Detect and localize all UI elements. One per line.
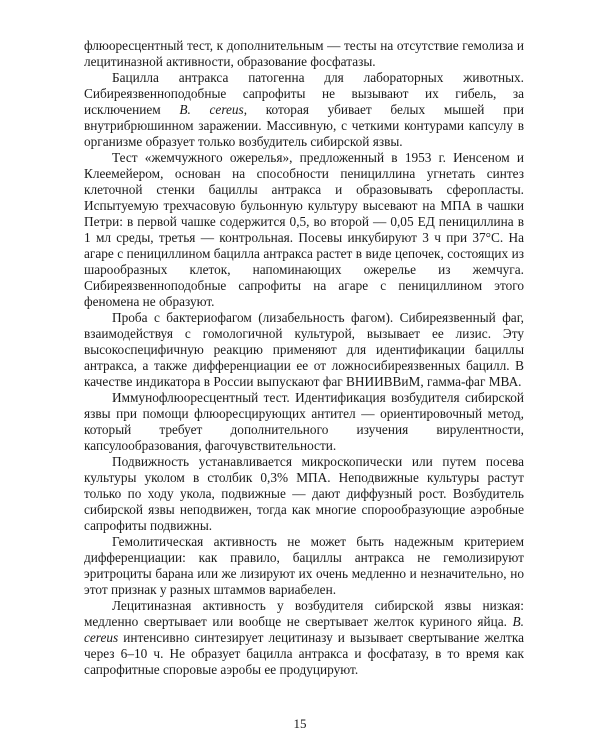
page-number: 15 <box>293 716 307 731</box>
body-text <box>84 38 524 678</box>
text-run: интенсивно синтезирует лецитиназу и вызывает свертывание желтка через 6–10 ч. Не образует бацилла антракса и фосфатазу, в то время как сапрофитные споровые аэробы ее продуцируют. <box>84 630 524 677</box>
italic-term: B. cereus <box>84 614 524 645</box>
paragraph-pathogenicity <box>84 70 524 150</box>
paragraph-hemolytic <box>84 534 524 598</box>
text-run: Иммунофлюоресцентный тест. Идентификация возбудителя сибирской язвы при помощи флюоресцирующих антител — ориентировочный метод, который требует дополнительного изучения вирулентности, капсулообразования, фагочувствительности. <box>84 390 524 453</box>
italic-term: B. cereus <box>179 102 244 117</box>
paragraph-pearl-necklace <box>84 150 524 310</box>
text-run: Гемолитическая активность не может быть надежным критерием дифференциации: как правило, бациллы антракса не гемолизируют эритроциты барана или же лизируют их очень медленно и незначительно, но этот признак у разных штаммов вариабелен. <box>84 534 524 597</box>
text-run: Бацилла антракса патогенна для лабораторных животных. Сибиреязвенноподобные сапрофиты не вызывают их гибель, за исключением <box>84 70 524 117</box>
text-run: Тест «жемчужного ожерелья», предложенный в 1953 г. Иенсеном и Клеемейером, основан на способности пенициллина угнетать синтез клеточной стенки бациллы антракса и образовывать сферопласты. Испытуемую трехчасовую бульонную культуру высевают на МПА в чашки Петри: в первой чашке содержится 0,5, во второй — 0,05 ЕД пенициллина в 1 мл среды, третья — контрольная. Посевы инкубируют 3 ч при 37°С. На агаре с пенициллином бацилла антракса растет в виде цепочек, состоящих из шарообразных клеток, напоминающих ожерелье из жемчуга. Сибиреязвенноподобные сапрофиты на агаре с пенициллином этого феномена не образуют. <box>84 150 524 309</box>
text-run: Проба с бактериофагом (лизабельность фагом). Сибиреязвенный фаг, взаимодействуя с гомологичной культурой, вызывает ее лизис. Эту высокоспецифичную реакцию применяют для идентификации бациллы антракса, а также дифференциации ее от ложносибиреязвенных бацилл. В качестве индикатора в России выпускают фаг ВНИИВВиМ, гамма-фаг МВА. <box>84 310 524 389</box>
text-run: флюоресцентный тест, к дополнительным — тесты на отсутствие гемолиза и лецитиназной активности, образование фосфатазы. <box>84 38 524 69</box>
paragraph-bacteriophage <box>84 310 524 390</box>
text-run: , которая убивает белых мышей при внутрибрюшинном заражении. Массивную, с четкими контурами капсулу в организме образует только возбудитель сибирской язвы. <box>84 102 524 149</box>
paragraph-lecithinase <box>84 598 524 678</box>
text-run: Лецитиназная активность у возбудителя сибирской язвы низкая: медленно свертывает или вообще не свертывает желток куриного яйца. <box>84 598 524 629</box>
paragraph-immunofluorescence <box>84 390 524 454</box>
paragraph-continuation <box>84 38 524 70</box>
text-run: Подвижность устанавливается микроскопически или путем посева культуры уколом в столбик 0,3% МПА. Неподвижные культуры растут только по ходу укола, подвижные — дают диффузный рост. Возбудитель сибирской язвы неподвижен, тогда как многие спорообразующие аэробные сапрофиты подвижны. <box>84 454 524 533</box>
paragraph-motility <box>84 454 524 534</box>
